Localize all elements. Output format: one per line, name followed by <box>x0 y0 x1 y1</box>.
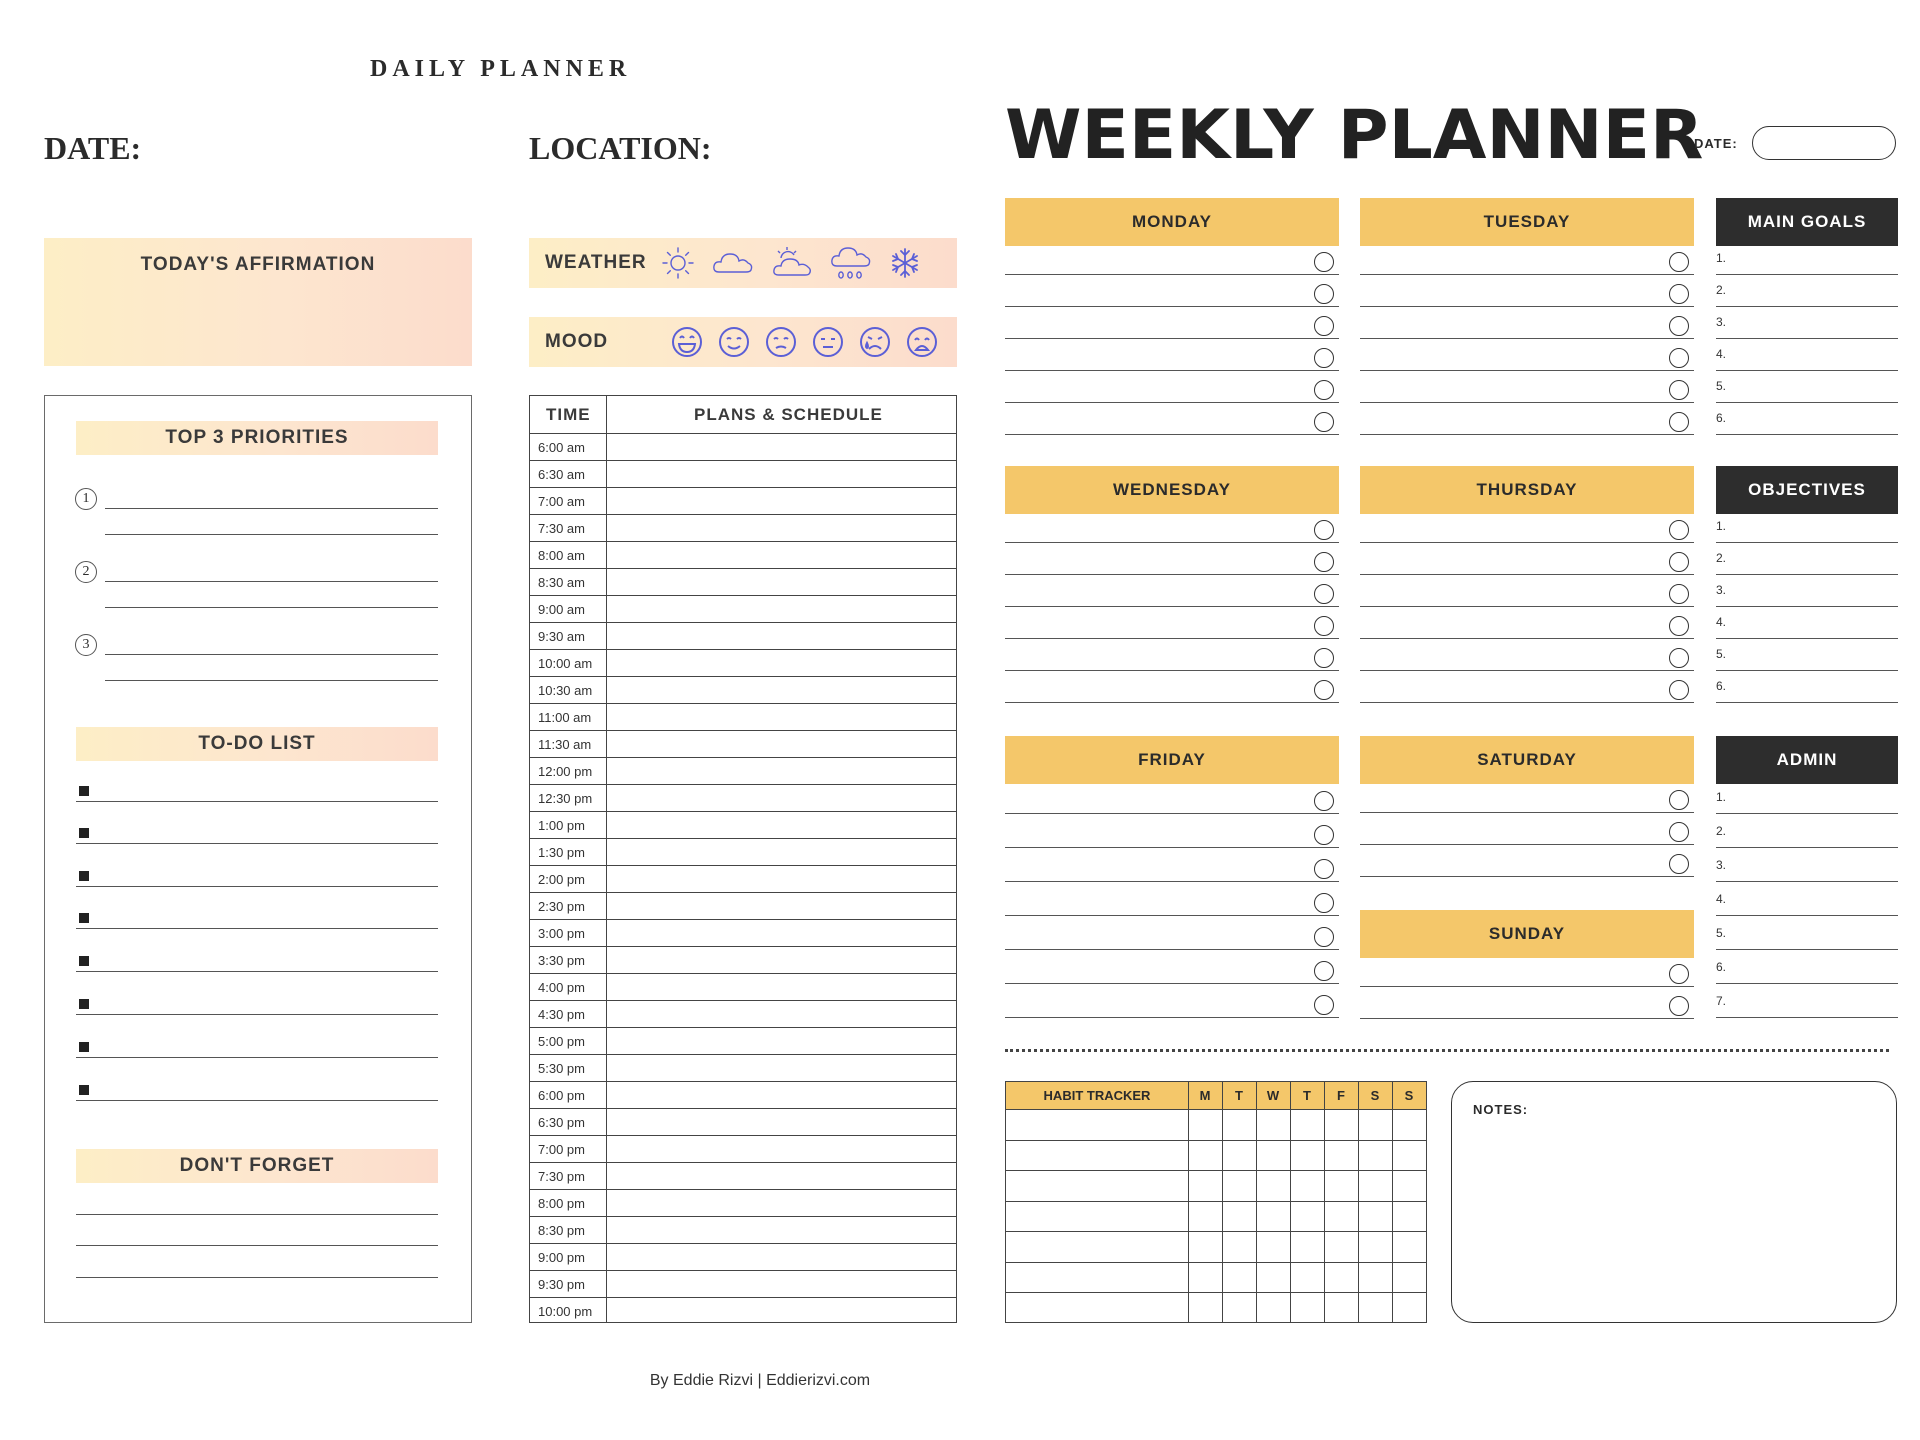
admin-number: 4. <box>1716 892 1727 906</box>
schedule-time: 8:00 am <box>538 548 585 563</box>
schedule-time: 10:00 pm <box>538 1304 593 1319</box>
day-task-line[interactable] <box>1360 606 1694 607</box>
rain-icon[interactable] <box>829 244 873 282</box>
habit-day-header: T <box>1222 1082 1256 1110</box>
plans-header: PLANS & SCHEDULE <box>694 405 883 424</box>
task-checkbox-icon[interactable] <box>1314 284 1334 304</box>
task-checkbox-icon[interactable] <box>1314 859 1334 879</box>
day-header-wednesday: WEDNESDAY <box>1005 466 1339 514</box>
schedule-row[interactable] <box>530 677 956 704</box>
main_goals-number: 1. <box>1716 251 1727 265</box>
task-checkbox-icon[interactable] <box>1669 964 1689 984</box>
task-checkbox-icon[interactable] <box>1669 584 1689 604</box>
priorities-header: TOP 3 PRIORITIES <box>76 421 438 455</box>
task-checkbox-icon[interactable] <box>1669 520 1689 540</box>
todo-bullet <box>79 1085 89 1095</box>
schedule-time: 3:30 pm <box>538 953 585 968</box>
objectives-number: 6. <box>1716 679 1727 693</box>
main_goals-number: 2. <box>1716 283 1727 297</box>
schedule-row[interactable] <box>530 488 956 515</box>
admin-line[interactable] <box>1716 915 1898 916</box>
schedule-time: 7:00 pm <box>538 1142 585 1157</box>
day-task-line[interactable] <box>1360 702 1694 703</box>
schedule-time: 2:00 pm <box>538 872 585 887</box>
schedule-row[interactable] <box>530 1244 956 1271</box>
admin-header: ADMIN <box>1716 736 1898 784</box>
task-checkbox-icon[interactable] <box>1314 927 1334 947</box>
habit-row[interactable] <box>1006 1201 1426 1202</box>
schedule-row[interactable] <box>530 1082 956 1109</box>
schedule-time: 2:30 pm <box>538 899 585 914</box>
todo-bullet <box>79 999 89 1009</box>
objectives-header: OBJECTIVES <box>1716 466 1898 514</box>
task-checkbox-icon[interactable] <box>1314 995 1334 1015</box>
weekly-date-field[interactable] <box>1752 126 1896 160</box>
task-checkbox-icon[interactable] <box>1314 791 1334 811</box>
day-header-monday: MONDAY <box>1005 198 1339 246</box>
schedule-row[interactable] <box>530 1190 956 1217</box>
day-task-line[interactable] <box>1360 876 1694 877</box>
habit-row[interactable] <box>1006 1231 1426 1232</box>
schedule-time: 1:30 pm <box>538 845 585 860</box>
habit-column-line <box>1290 1082 1291 1322</box>
day-task-line[interactable] <box>1360 986 1694 987</box>
todo-bullet <box>79 956 89 966</box>
day-task-line[interactable] <box>1360 844 1694 845</box>
dont-forget-line[interactable] <box>76 1277 438 1278</box>
notes-box[interactable] <box>1451 1081 1897 1323</box>
habit-day-header: S <box>1358 1082 1392 1110</box>
objectives-line[interactable] <box>1716 574 1898 575</box>
objectives-number: 2. <box>1716 551 1727 565</box>
admin-line[interactable] <box>1716 949 1898 950</box>
schedule-row[interactable] <box>530 947 956 974</box>
habit-column-line <box>1324 1082 1325 1322</box>
priority-line[interactable] <box>105 581 438 582</box>
sad-face-icon[interactable] <box>858 325 892 359</box>
day-task-line[interactable] <box>1005 949 1339 950</box>
day-header-sunday: SUNDAY <box>1360 910 1694 958</box>
task-checkbox-icon[interactable] <box>1669 996 1689 1016</box>
schedule-row[interactable] <box>530 1001 956 1028</box>
schedule-row[interactable] <box>530 542 956 569</box>
todo-line[interactable] <box>76 928 438 929</box>
day-task-line[interactable] <box>1005 813 1339 814</box>
schedule-time: 5:00 pm <box>538 1034 585 1049</box>
weather-bar <box>529 238 957 288</box>
schedule-row[interactable] <box>530 974 956 1001</box>
day-task-line[interactable] <box>1005 274 1339 275</box>
notes-label: NOTES: <box>1473 1102 1529 1117</box>
todo-header: TO-DO LIST <box>76 727 438 761</box>
habit-tracker-header: HABIT TRACKER <box>1006 1082 1188 1110</box>
task-checkbox-icon[interactable] <box>1669 348 1689 368</box>
todo-bullet <box>79 828 89 838</box>
schedule-time: 9:00 am <box>538 602 585 617</box>
weather-label: WEATHER <box>545 252 647 273</box>
schedule-row[interactable] <box>530 893 956 920</box>
schedule-time: 10:00 am <box>538 656 593 671</box>
day-task-line[interactable] <box>1005 881 1339 882</box>
objectives-number: 4. <box>1716 615 1727 629</box>
task-checkbox-icon[interactable] <box>1669 316 1689 336</box>
admin-number: 5. <box>1716 926 1727 940</box>
main_goals-line[interactable] <box>1716 434 1898 435</box>
task-checkbox-icon[interactable] <box>1314 252 1334 272</box>
schedule-time: 12:30 pm <box>538 791 593 806</box>
day-task-line[interactable] <box>1005 402 1339 403</box>
time-header: TIME <box>546 405 591 424</box>
main_goals-line[interactable] <box>1716 370 1898 371</box>
priority-line[interactable] <box>105 680 438 681</box>
habit-row[interactable] <box>1006 1109 1426 1110</box>
day-task-line[interactable] <box>1360 1018 1694 1019</box>
task-checkbox-icon[interactable] <box>1314 616 1334 636</box>
day-header-thursday: THURSDAY <box>1360 466 1694 514</box>
todo-bullet <box>79 1042 89 1052</box>
todo-bullet <box>79 786 89 796</box>
habit-day-header: F <box>1324 1082 1358 1110</box>
schedule-time: 10:30 am <box>538 683 593 698</box>
schedule-row[interactable] <box>530 515 956 542</box>
task-checkbox-icon[interactable] <box>1314 520 1334 540</box>
smiling-face-icon[interactable] <box>717 325 751 359</box>
task-checkbox-icon[interactable] <box>1314 380 1334 400</box>
schedule-row[interactable] <box>530 1055 956 1082</box>
task-checkbox-icon[interactable] <box>1669 380 1689 400</box>
day-task-line[interactable] <box>1005 606 1339 607</box>
day-header-tuesday: TUESDAY <box>1360 198 1694 246</box>
day-task-line[interactable] <box>1360 306 1694 307</box>
admin-number: 7. <box>1716 994 1727 1008</box>
schedule-row[interactable] <box>530 758 956 785</box>
schedule-time: 6:00 am <box>538 440 585 455</box>
main_goals-number: 5. <box>1716 379 1727 393</box>
schedule-row[interactable] <box>530 1136 956 1163</box>
task-checkbox-icon[interactable] <box>1669 616 1689 636</box>
todo-line[interactable] <box>76 971 438 972</box>
day-task-line[interactable] <box>1005 847 1339 848</box>
admin-line[interactable] <box>1716 983 1898 984</box>
admin-line[interactable] <box>1716 1017 1898 1018</box>
priority-line[interactable] <box>105 607 438 608</box>
schedule-time: 6:00 pm <box>538 1088 585 1103</box>
schedule-time: 7:30 pm <box>538 1169 585 1184</box>
habit-column-line <box>1256 1082 1257 1322</box>
dont-forget-line[interactable] <box>76 1214 438 1215</box>
todo-line[interactable] <box>76 886 438 887</box>
task-checkbox-icon[interactable] <box>1669 284 1689 304</box>
main_goals-line[interactable] <box>1716 338 1898 339</box>
day-task-line[interactable] <box>1005 434 1339 435</box>
task-checkbox-icon[interactable] <box>1669 648 1689 668</box>
footer-credit: By Eddie Rizvi | Eddierizvi.com <box>649 1372 871 1389</box>
schedule-table <box>529 395 957 1323</box>
habit-day-header: W <box>1256 1082 1290 1110</box>
habit-column-line <box>1358 1082 1359 1322</box>
schedule-time: 11:00 am <box>538 710 592 725</box>
neutral-face-icon[interactable] <box>764 325 798 359</box>
day-task-line[interactable] <box>1005 370 1339 371</box>
todo-line[interactable] <box>76 843 438 844</box>
day-task-line[interactable] <box>1005 574 1339 575</box>
schedule-time: 9:30 pm <box>538 1277 585 1292</box>
schedule-time: 1:00 pm <box>538 818 585 833</box>
priority-line[interactable] <box>105 534 438 535</box>
schedule-row[interactable] <box>530 623 956 650</box>
habit-row[interactable] <box>1006 1262 1426 1263</box>
main_goals-line[interactable] <box>1716 274 1898 275</box>
habit-tracker <box>1005 1081 1427 1323</box>
habit-row[interactable] <box>1006 1170 1426 1171</box>
priority-number: 2 <box>75 561 97 583</box>
day-task-line[interactable] <box>1005 542 1339 543</box>
priority-line[interactable] <box>105 508 438 509</box>
objectives-number: 5. <box>1716 647 1727 661</box>
day-task-line[interactable] <box>1005 915 1339 916</box>
day-header-friday: FRIDAY <box>1005 736 1339 784</box>
schedule-row[interactable] <box>530 1298 956 1325</box>
admin-line[interactable] <box>1716 881 1898 882</box>
schedule-time: 3:00 pm <box>538 926 585 941</box>
day-task-line[interactable] <box>1360 338 1694 339</box>
habit-day-header: M <box>1188 1082 1222 1110</box>
day-task-line[interactable] <box>1005 983 1339 984</box>
objectives-line[interactable] <box>1716 542 1898 543</box>
schedule-row[interactable] <box>530 920 956 947</box>
schedule-time: 5:30 pm <box>538 1061 585 1076</box>
habit-day-header: S <box>1392 1082 1426 1110</box>
crying-face-icon[interactable] <box>905 325 939 359</box>
main_goals-header: MAIN GOALS <box>1716 198 1898 246</box>
schedule-time: 9:00 pm <box>538 1250 585 1265</box>
task-checkbox-icon[interactable] <box>1314 680 1334 700</box>
schedule-row[interactable] <box>530 866 956 893</box>
admin-number: 2. <box>1716 824 1727 838</box>
day-task-line[interactable] <box>1360 638 1694 639</box>
daily-notes-panel <box>44 395 472 1323</box>
cloud-icon[interactable] <box>711 245 755 281</box>
weekly-date-label: DATE: <box>1694 136 1738 151</box>
task-checkbox-icon[interactable] <box>1669 252 1689 272</box>
day-task-line[interactable] <box>1360 370 1694 371</box>
day-task-line[interactable] <box>1005 338 1339 339</box>
task-checkbox-icon[interactable] <box>1669 680 1689 700</box>
dont-forget-header: DON'T FORGET <box>76 1149 438 1183</box>
task-checkbox-icon[interactable] <box>1314 825 1334 845</box>
laughing-face-icon[interactable] <box>670 325 704 359</box>
objectives-line[interactable] <box>1716 702 1898 703</box>
date-label: DATE: <box>44 130 142 166</box>
day-task-line[interactable] <box>1005 306 1339 307</box>
main_goals-number: 3. <box>1716 315 1727 329</box>
sun-icon[interactable] <box>660 245 696 281</box>
schedule-time: 8:00 pm <box>538 1196 585 1211</box>
main_goals-line[interactable] <box>1716 306 1898 307</box>
todo-line[interactable] <box>76 1014 438 1015</box>
admin-number: 1. <box>1716 790 1727 804</box>
objectives-number: 3. <box>1716 583 1727 597</box>
day-task-line[interactable] <box>1360 574 1694 575</box>
objectives-line[interactable] <box>1716 670 1898 671</box>
schedule-time: 11:30 am <box>538 737 592 752</box>
task-checkbox-icon[interactable] <box>1669 790 1689 810</box>
todo-line[interactable] <box>76 1057 438 1058</box>
schedule-row[interactable] <box>530 704 956 731</box>
objectives-number: 1. <box>1716 519 1727 533</box>
weekly-planner-title: WEEKLY PLANNER <box>1005 96 1704 175</box>
task-checkbox-icon[interactable] <box>1314 348 1334 368</box>
affirmation-label: TODAY'S AFFIRMATION <box>140 254 376 275</box>
day-task-line[interactable] <box>1005 702 1339 703</box>
schedule-time: 9:30 am <box>538 629 585 644</box>
task-checkbox-icon[interactable] <box>1669 412 1689 432</box>
admin-number: 6. <box>1716 960 1727 974</box>
task-checkbox-icon[interactable] <box>1669 854 1689 874</box>
todo-bullet <box>79 871 89 881</box>
task-checkbox-icon[interactable] <box>1314 552 1334 572</box>
todo-line[interactable] <box>76 801 438 802</box>
daily-planner-title: DAILY PLANNER <box>370 56 632 82</box>
schedule-row[interactable] <box>530 812 956 839</box>
priority-number: 3 <box>75 634 97 656</box>
day-task-line[interactable] <box>1360 434 1694 435</box>
task-checkbox-icon[interactable] <box>1314 893 1334 913</box>
task-checkbox-icon[interactable] <box>1314 412 1334 432</box>
habit-day-header: T <box>1290 1082 1324 1110</box>
schedule-row[interactable] <box>530 1109 956 1136</box>
day-task-line[interactable] <box>1360 812 1694 813</box>
location-label: LOCATION: <box>529 130 712 166</box>
day-task-line[interactable] <box>1005 638 1339 639</box>
habit-column-line <box>1222 1082 1223 1322</box>
day-task-line[interactable] <box>1005 670 1339 671</box>
schedule-time: 12:00 pm <box>538 764 593 779</box>
snowflake-icon[interactable] <box>888 246 922 280</box>
schedule-row[interactable] <box>530 785 956 812</box>
main_goals-line[interactable] <box>1716 402 1898 403</box>
todo-line[interactable] <box>76 1100 438 1101</box>
habit-row[interactable] <box>1006 1140 1426 1141</box>
day-task-line[interactable] <box>1360 670 1694 671</box>
schedule-time: 7:00 am <box>538 494 585 509</box>
schedule-row[interactable] <box>530 461 956 488</box>
admin-number: 3. <box>1716 858 1727 872</box>
schedule-time: 8:30 am <box>538 575 585 590</box>
schedule-row[interactable] <box>530 650 956 677</box>
mood-label: MOOD <box>545 331 609 352</box>
partly-cloudy-icon[interactable] <box>770 245 814 281</box>
schedule-row[interactable] <box>530 596 956 623</box>
affirmation-box[interactable] <box>44 238 472 366</box>
schedule-row[interactable] <box>530 1163 956 1190</box>
todo-bullet <box>79 913 89 923</box>
schedule-row[interactable] <box>530 1028 956 1055</box>
day-task-line[interactable] <box>1360 542 1694 543</box>
task-checkbox-icon[interactable] <box>1314 584 1334 604</box>
schedule-time: 6:30 pm <box>538 1115 585 1130</box>
admin-line[interactable] <box>1716 847 1898 848</box>
schedule-row[interactable] <box>530 1217 956 1244</box>
habit-row[interactable] <box>1006 1292 1426 1293</box>
day-task-line[interactable] <box>1005 1017 1339 1018</box>
main_goals-number: 6. <box>1716 411 1727 425</box>
main_goals-number: 4. <box>1716 347 1727 361</box>
schedule-row[interactable] <box>530 731 956 758</box>
task-checkbox-icon[interactable] <box>1669 822 1689 842</box>
task-checkbox-icon[interactable] <box>1669 552 1689 572</box>
task-checkbox-icon[interactable] <box>1314 316 1334 336</box>
day-task-line[interactable] <box>1360 274 1694 275</box>
habit-column-line <box>1188 1082 1189 1322</box>
objectives-line[interactable] <box>1716 606 1898 607</box>
mood-bar <box>529 317 957 367</box>
schedule-row[interactable] <box>530 434 956 461</box>
priority-number: 1 <box>75 488 97 510</box>
objectives-line[interactable] <box>1716 638 1898 639</box>
task-checkbox-icon[interactable] <box>1314 961 1334 981</box>
meh-face-icon[interactable] <box>811 325 845 359</box>
schedule-row[interactable] <box>530 839 956 866</box>
schedule-time: 8:30 pm <box>538 1223 585 1238</box>
day-task-line[interactable] <box>1360 402 1694 403</box>
schedule-time: 6:30 am <box>538 467 585 482</box>
schedule-time: 7:30 am <box>538 521 585 536</box>
schedule-time: 4:30 pm <box>538 1007 585 1022</box>
schedule-row[interactable] <box>530 1271 956 1298</box>
admin-line[interactable] <box>1716 813 1898 814</box>
priority-line[interactable] <box>105 654 438 655</box>
schedule-row[interactable] <box>530 569 956 596</box>
dont-forget-line[interactable] <box>76 1245 438 1246</box>
habit-column-line <box>1392 1082 1393 1322</box>
dotted-divider <box>1005 1049 1889 1052</box>
schedule-time: 4:00 pm <box>538 980 585 995</box>
task-checkbox-icon[interactable] <box>1314 648 1334 668</box>
day-header-saturday: SATURDAY <box>1360 736 1694 784</box>
